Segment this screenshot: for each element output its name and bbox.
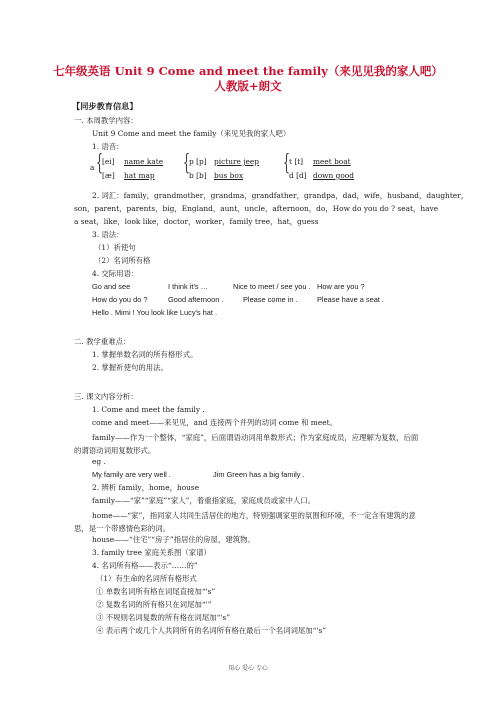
grammar-imperative: （1）祈使句 [94,243,136,252]
example-sentence: My family are very well . [92,470,171,479]
brace-icon: { [96,151,103,176]
grammar-possessive: （2）名词所有格 [94,256,151,265]
analysis-subitem: （1）有生命的名词所有格形式 [96,574,197,583]
analysis-paragraph: home——“家”，指同家人共同生活居住的地方，特别强调家里的氛围和环境，不一定含有建筑的意思，是一个带感情色彩的词。 [74,511,416,533]
heading-teaching-content: 一. 本周教学内容： [74,116,138,125]
rule-item: ② 复数名词的所有格只在词尾加“'” [96,600,212,609]
brace-icon: { [283,151,290,176]
phon-ae-symbol: [æ] [102,171,115,180]
brace-icon: { [183,151,190,176]
vocab-line-3: a seat，like，look like，doctor，worker，family tree，hat，guess [74,217,319,226]
expression: How are you ? [317,282,365,291]
analysis-item-2: 2. 辨析 family，home，house [92,483,200,492]
document-subtitle: 人教版+朗文 [214,79,282,93]
phon-b-words: bus box [214,171,243,180]
item-grammar: 3. 语法： [92,230,124,239]
expression: Please have a seat . [317,295,384,304]
heading-text-analysis: 三. 课文内容分析： [74,392,138,401]
phon-d-words: down good [313,171,354,180]
phon-letter-a: a [90,163,95,172]
heading-key-points: 二. 教学重难点： [74,337,131,346]
phon-p-words: picture jeep [214,157,259,166]
expression: Go and see [92,282,131,291]
phon-p-symbol: p [p] [189,157,207,166]
page-footer: 用心 爱心 专心 [228,665,268,672]
expression: Nice to meet / see you . [233,282,311,291]
document-title: 七年级英语 Unit 9 Come and meet the family（来见见我的家人吧） [53,64,443,78]
analysis-item-1: 1. Come and meet the family . [92,405,205,414]
phon-ae-words: hat map [124,171,155,180]
key-point: 1. 掌握单数名词的所有格形式。 [92,350,198,359]
expression: How do you do ? [92,295,148,304]
item-phonetics: 1. 语音： [92,142,124,151]
item-expressions: 4. 交际用语： [92,269,139,278]
phon-ei-symbol: [ei] [102,157,115,166]
phon-b-symbol: b [b] [189,171,207,180]
rule-item: ③ 不规则名词复数的所有格在词尾加“'s” [96,613,230,622]
analysis-item-3: 3. family tree 家庭关系图（家谱） [92,548,211,557]
analysis-text: come and meet——来见见，and 连接两个并列的动词 come 和 meet。 [92,418,337,427]
expression: Please come in . [243,295,298,304]
phon-t-words: meet boat [313,157,351,166]
analysis-text: family——“家”“家庭”“家人”，着重指家庭，家庭成员或家中人口。 [92,496,316,505]
rule-item: ① 单数名词所有格在词尾直接加“'s” [96,587,216,596]
expression: Good afternoon . [168,295,224,304]
expression: I think it's … [168,282,209,291]
analysis-text: house——“住宅”“房子”指居住的房屋，建筑物。 [92,535,255,544]
phon-ei-words: name kate [124,157,164,166]
rule-item: ④ 表示两个或几个人共同所有的名词所有格在最后一个名词词尾加“'s” [96,626,327,635]
section-header: 【同步教育信息】 [72,101,138,111]
vocab-line-2: son，parent，parents，big，England，aunt，uncle，afternoon，do，How do you do ? seat，have [74,204,439,213]
phon-d-symbol: d [d] [289,171,307,180]
example-label: eg . [92,457,106,466]
vocab-line-1: 2. 词汇：family，grandmother，grandma，grandfather，grandpa，dad，wife，husband，daughter， [92,191,469,200]
analysis-paragraph: family——作为一个整体，“家庭”，后面谓语动词用单数形式；作为家庭成员，应理解为复数，后面的谓语动词用复数形式。 [74,433,419,455]
example-sentence: Jim Green has a big family . [213,470,305,479]
key-point: 2. 掌握祈使句的用法。 [92,363,168,372]
expression: Hello . Mimi ! You look like Lucy's hat . [92,308,218,317]
analysis-item-4: 4. 名词所有格——表示“……的” [92,561,198,570]
phon-t-symbol: t [t] [289,157,304,166]
unit-line: Unit 9 Come and meet the family（来见见我的家人吧） [92,129,291,138]
